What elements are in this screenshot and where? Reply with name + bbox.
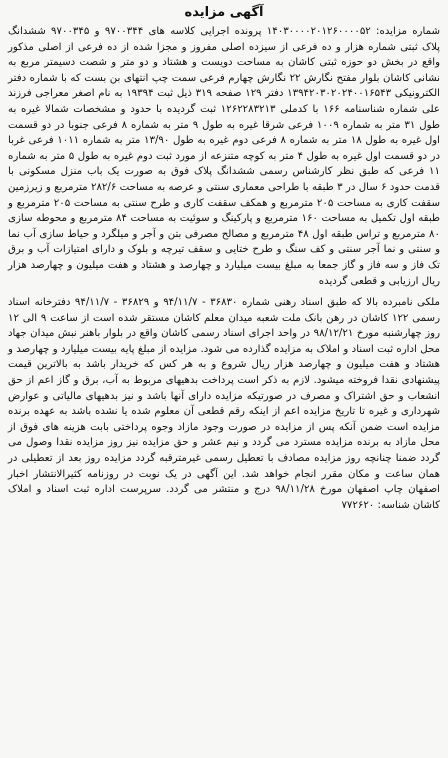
notice-paragraph-property: شماره مزایده: ۱۴۰۳۰۰۰۰۲۰۱۲۶۰۰۰۰۵۲ پرونده اجرایی کلاسه های ۹۷۰۰۳۴۴ و ۹۷۰۰۳۴۵ ششدانگ پلاک ثبتی شماره هزار و ده فرعی از سیزده اصلی مفروز و مجزا شده از ده فرعی از اصلی مذکور واقع در بخش دو حوزه ثبتی کاشان به مساحت دویست و هشتاد و دو متر و شصت دسیمتر مربع به نشانی کاشان بلوار مفتح نگارش ۲۲ نگارش چهارم فرعی سمت چپ انتهای بن بست که با شماره دفتر الکترونیکی ۱۳۹۴۲۰۳۰۲۰۲۴۰۰۱۶۵۴۳ دفتر ۱۲۹ صفحه ۳۱۹ ذیل ثبت ۱۹۳۹۴ به نام اصغر معراجی فرزند علی شماره شناسنامه ۱۶۶ با کدملی ۱۲۶۲۲۸۳۲۱۳ ثبت گردیده با حدود و مشخصات شمالا غیره به طول ۳۱ متر به شماره ۱۰۰۹ فرعی شرقا غیره به طول ۹ متر به شماره ۸ فرعی جنوبا در دو قسمت اول غیره به طول ۱۸ متر به شماره ۸ فرعی دوم غیره به طول ۱۳/۹۰ متر به شماره ۱۰۱۱ فرعی غربا در دو قسمت اول غیره به طول ۴ متر به کوچه متنزعه از مورد ثبت دوم غیره به طول ۵ متر به شماره ۱۱ فرعی که طبق نظر کارشناس رسمی ششدانگ پلاک فوق به صورت یک باب منزل مسکونی با قدمت حدود ۶ سال در ۳ طبقه با طراحی معماری سنتی و عرصه به مساحت ۲۸۲/۶ مترمربع و زیرزمین سقفت کاری به مساحت ۲۰۵ مترمربع و همکف سقفت کاری و طرح سنتی به مساحت ۲۰۵ مترمربع و طبقه اول تکمیل به مساحت ۱۶۰ مترمربع و پارکینگ و سوئیت به مساحت ۸۴ مترمربع و محوطه سازی ۸۰ مترمربع و تراس طبقه اول ۴۸ مترمربع و مصالح مصرفی بتن و آجر و میلگرد و حیاط سازی آب نما و سنتی و نما آجر سنتی و کف سنگ و طرح ختایی و سقف تیرچه و بلوک و دارای امتیازات آب و برق تک فاز و سه فاز و گاز جمعا به مبلغ بیست میلیارد و چهارصد و هشتاد و هفت میلیون و چهارصد هزار ریال ارزیابی و قطعی گردیده	[8, 26, 441, 287]
notice-paragraph-auction-terms: ملکی نامبرده بالا که طبق اسناد رهنی شماره ۳۶۸۳۰ - ۹۴/۱۱/۷ و ۳۶۸۲۹ - ۹۴/۱۱/۷ دفترخانه اسناد رسمی ۱۲۲ کاشان در رهن بانک ملت شعبه میدان معلم کاشان مستقر شده است از ساعت ۹ الی ۱۲ روز چهارشنبه مورخ ۹۸/۱۲/۲۱ در واحد اجرای اسناد رسمی کاشان واقع در بلوار باهنر نبش میدان جهاد محل اداره ثبت اسناد و املاک به مزایده گذارده می شود. مزایده از مبلغ پایه بیست میلیارد و چهارصد و هشتاد و هفت میلیون و چهارصد هزار ریال شروع و به هر کس که خریدار باشد به بالاترین قیمت پیشنهادی نقدا فروخته میشود. لازم به ذکر است پرداخت بدهیهای مربوط به آب، برق و گاز اعم از حق انشعاب و حق اشتراک و مصرف در صورتیکه مزایده دارای آنها باشد و نیز بدهیهای مالیاتی و عوارض شهرداری و غیره تا تاریخ مزایده اعم از اینکه رقم قطعی آن معلوم شده یا نشده باشد به عهده برنده مزایده است ضمن آنکه پس از مزایده در صورت وجود مازاد وجوه پرداختی بابت هزینه های فوق از محل مازاد به برنده مزایده مسترد می گردد و نیم عشر و حق مزایده نیز روز مزایده نقدا وصول می گردد ضمنا چنانچه روز مزایده مصادف با تعطیل رسمی غیرمترقبه گردد مزایده روز بعد از تعطیلی در همان ساعت و مکان مقرر انجام خواهد شد. این آگهی در یک نوبت در روزنامه کثیرالانتشار اخبار اصفهان چاپ اصفهان مورخ ۹۸/۱۱/۲۸ درج و منتشر می گردد. سرپرست اداره ثبت اسناد و املاک کاشان شناسه: ۷۷۲۶۲۰	[8, 297, 441, 511]
notice-title: آگهی مزایده	[184, 5, 264, 20]
